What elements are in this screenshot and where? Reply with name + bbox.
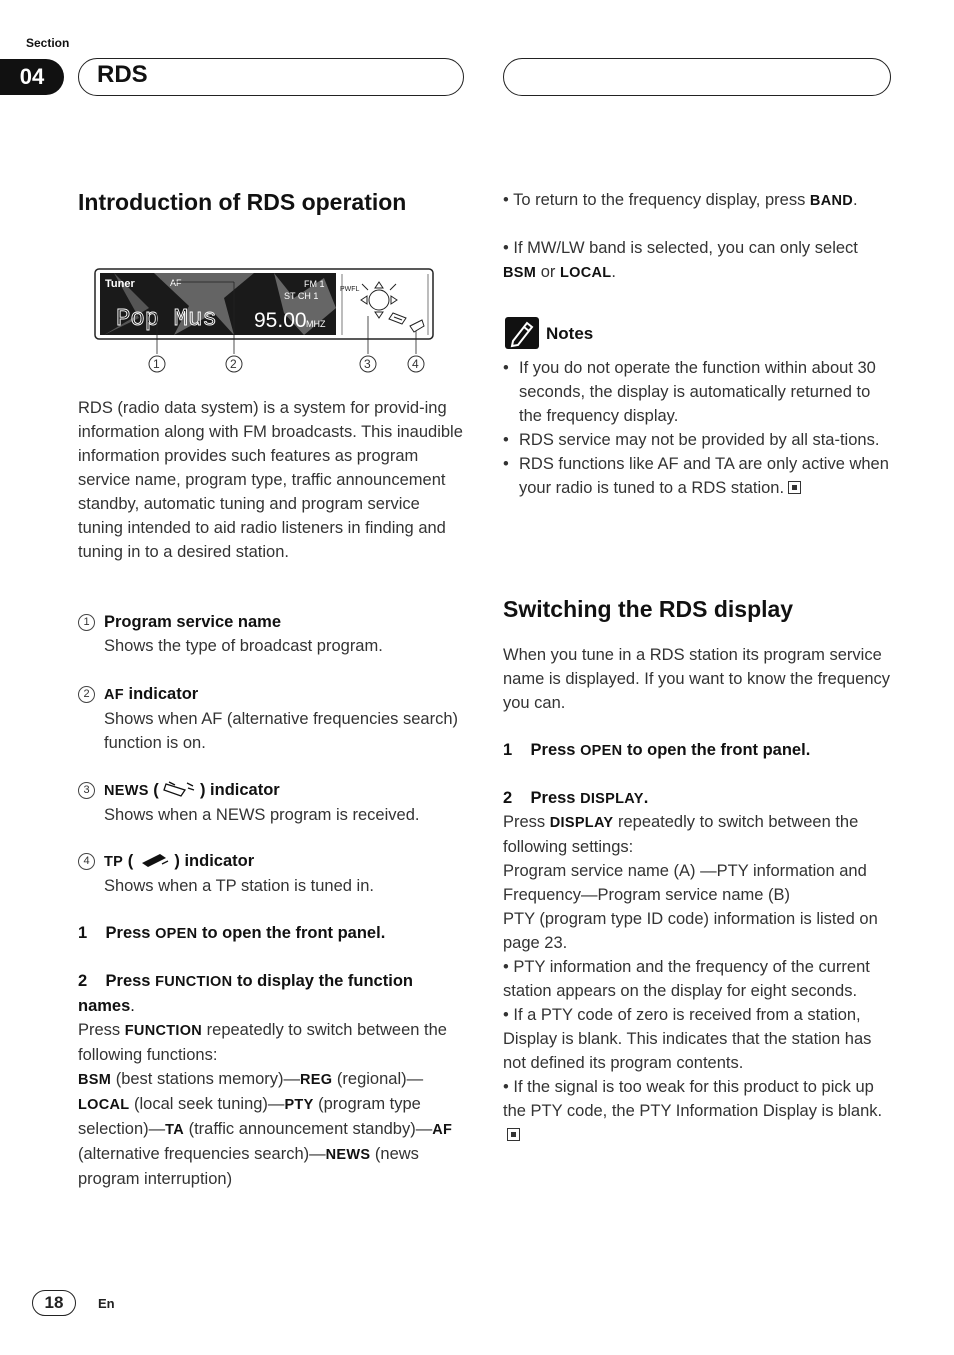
left-step-1 bbox=[78, 921, 464, 946]
code-display: DISPLAY bbox=[549, 815, 614, 831]
item-news-indicator bbox=[78, 778, 464, 827]
step-number: 1 bbox=[503, 741, 513, 759]
display-source-text: Tuner bbox=[105, 278, 135, 290]
news-icon bbox=[163, 780, 195, 798]
note-item: • RDS functions like AF and TA are only active when your radio is tuned to a RDS station. bbox=[503, 455, 889, 497]
notes-list bbox=[503, 356, 893, 500]
body-text: (program type selection)— bbox=[78, 1095, 421, 1138]
step-text: names bbox=[78, 997, 131, 1015]
section-label: Section bbox=[26, 36, 70, 50]
item-number: 3 bbox=[78, 782, 95, 799]
body-text: (alternative frequencies search)— bbox=[78, 1145, 326, 1163]
pty-note-1: • PTY information and the frequency of the current station appears on the display for eight seconds. bbox=[503, 958, 870, 1000]
intro-paragraph: RDS (radio data system) is a system for provid-ing information along with FM broadcasts. This inaudible information provides such features as program service name, program type, traffic announcement standby, automatic tuning and program service tuning intended to aid radio listeners in finding and tuning in to a desired station. bbox=[78, 399, 463, 561]
item-number: 4 bbox=[78, 853, 95, 870]
step-number: 2 bbox=[78, 972, 88, 990]
step-text: to open the front panel. bbox=[197, 924, 386, 942]
callout-1: 1 bbox=[153, 357, 160, 371]
rds-display-illustration bbox=[94, 268, 434, 378]
code-bsm: BSM bbox=[78, 1072, 112, 1088]
end-mark-icon bbox=[507, 1128, 520, 1141]
item-paren-close: ) indicator bbox=[169, 852, 255, 870]
item-heading: indicator bbox=[123, 685, 199, 703]
step-text: . bbox=[130, 997, 135, 1015]
right-step-1 bbox=[503, 738, 891, 763]
page-title: RDS bbox=[97, 61, 148, 88]
step-code: OPEN bbox=[580, 743, 623, 759]
step-text: to open the front panel. bbox=[622, 741, 811, 759]
item-af-indicator bbox=[78, 682, 464, 755]
code-news: NEWS bbox=[325, 1147, 371, 1163]
tp-icon bbox=[138, 851, 170, 869]
callout-3: 3 bbox=[364, 357, 371, 371]
right-bullet-1 bbox=[503, 188, 891, 213]
note-text: RDS service may not be provided by all sta-tions. bbox=[519, 431, 880, 449]
item-code: AF bbox=[104, 687, 124, 703]
intro-heading: Introduction of RDS operation bbox=[78, 189, 407, 215]
item-description: Shows the type of broadcast program. bbox=[104, 637, 383, 655]
note-item: • If you do not operate the function within about 30 seconds, the display is automatically returned to the frequency display. bbox=[503, 359, 876, 425]
step-number: 2 bbox=[503, 789, 513, 807]
pty-note-2: • If a PTY code of zero is received from a station, Display is blank. This indicates that the station has not defined its program contents. bbox=[503, 1006, 872, 1072]
title-box bbox=[78, 58, 464, 96]
callout-2: 2 bbox=[230, 357, 237, 371]
right-step-2 bbox=[503, 786, 891, 811]
display-unit: MHZ bbox=[306, 319, 326, 329]
step-text: Press bbox=[105, 972, 156, 990]
item-description: Shows when a NEWS program is received. bbox=[104, 806, 420, 824]
switching-intro: When you tune in a RDS station its program service name is displayed. If you want to know the frequency you can. bbox=[503, 646, 891, 712]
left-step-2 bbox=[78, 969, 464, 1018]
code-bsm: BSM bbox=[503, 265, 537, 281]
item-description: Shows when a TP station is tuned in. bbox=[104, 877, 374, 895]
pty-reference: PTY (program type ID code) information is listed on page 23. bbox=[503, 910, 878, 952]
section-number: 04 bbox=[0, 59, 64, 95]
notes-label: Notes bbox=[546, 324, 594, 343]
right-bullet-2 bbox=[503, 236, 891, 285]
body-text: repeatedly to switch between the following settings: bbox=[503, 813, 859, 856]
item-code: TP bbox=[104, 854, 124, 870]
body-text: repeatedly to switch between the following functions: bbox=[78, 1021, 447, 1064]
body-text: (best stations memory)— bbox=[111, 1070, 301, 1088]
display-band: FM 1 bbox=[304, 279, 325, 289]
switching-heading: Switching the RDS display bbox=[503, 596, 794, 622]
item-program-service-name bbox=[78, 610, 464, 658]
code-local: LOCAL bbox=[559, 265, 612, 281]
step-text: to display the function bbox=[232, 972, 413, 990]
step-text: . bbox=[643, 789, 649, 807]
step-text: Press bbox=[105, 924, 156, 942]
item-description: Shows when AF (alternative frequencies search) function is on. bbox=[104, 710, 459, 752]
pty-note-3: • If the signal is too weak for this product to pick up the PTY code, the PTY Information Display is blank. bbox=[503, 1078, 883, 1120]
left-step-2-body bbox=[78, 1018, 468, 1191]
code-band: BAND bbox=[809, 193, 854, 209]
display-af-text: AF bbox=[170, 278, 182, 288]
callout-4: 4 bbox=[412, 357, 419, 371]
language-label: En bbox=[98, 1296, 115, 1311]
item-paren-open: ( bbox=[123, 852, 138, 870]
code-ta: TA bbox=[165, 1122, 184, 1138]
body-text: (local seek tuning)— bbox=[129, 1095, 285, 1113]
settings-sequence: Program service name (A) —PTY information and Frequency—Program service name (B) bbox=[503, 862, 867, 904]
body-text: • If MW/LW band is selected, you can only select bbox=[503, 239, 858, 257]
body-text: • To return to the frequency display, press bbox=[503, 191, 810, 209]
code-reg: REG bbox=[300, 1072, 333, 1088]
code-local: LOCAL bbox=[78, 1097, 130, 1113]
note-item: • RDS service may not be provided by all sta-tions. bbox=[503, 431, 880, 449]
body-text: . bbox=[853, 191, 858, 209]
empty-title-box bbox=[503, 58, 891, 96]
body-text: or bbox=[536, 263, 560, 281]
body-text: (regional)— bbox=[332, 1070, 424, 1088]
display-channel: ST CH 1 bbox=[284, 291, 319, 301]
body-text: (traffic announcement standby)— bbox=[183, 1120, 433, 1138]
code-af: AF bbox=[432, 1122, 453, 1138]
body-code: FUNCTION bbox=[124, 1023, 203, 1039]
page-number: 18 bbox=[32, 1290, 76, 1316]
display-frequency: 95.00 bbox=[254, 309, 307, 332]
step-text: Press bbox=[530, 741, 581, 759]
notes-icon bbox=[505, 317, 539, 349]
item-paren-close: ) indicator bbox=[195, 781, 280, 799]
code-pty: PTY bbox=[284, 1097, 314, 1113]
step-code: DISPLAY bbox=[580, 791, 644, 807]
item-code: NEWS bbox=[104, 783, 149, 799]
body-text: Press bbox=[503, 813, 550, 831]
step-number: 1 bbox=[78, 924, 88, 942]
display-pwfl: PWFL bbox=[340, 286, 360, 293]
item-paren-open: ( bbox=[148, 781, 164, 799]
step-code: FUNCTION bbox=[155, 974, 233, 990]
display-svg bbox=[94, 268, 434, 378]
item-heading: Program service name bbox=[104, 613, 282, 631]
body-text: (news program interruption) bbox=[78, 1145, 419, 1188]
step-code: OPEN bbox=[155, 926, 198, 942]
item-tp-indicator bbox=[78, 849, 464, 898]
note-text: RDS functions like AF and TA are only active when your radio is tuned to a RDS station. bbox=[519, 455, 889, 497]
body-text: . bbox=[611, 263, 616, 281]
right-step-2-body bbox=[503, 810, 893, 1147]
note-text: If you do not operate the function within about 30 seconds, the display is automatically returned to the frequency display. bbox=[519, 359, 876, 425]
end-mark-icon bbox=[788, 481, 801, 494]
item-number: 2 bbox=[78, 686, 95, 703]
step-text: Press bbox=[530, 789, 581, 807]
item-number: 1 bbox=[78, 614, 95, 631]
display-ps-name: Pop Mus bbox=[116, 306, 217, 333]
body-text: Press bbox=[78, 1021, 125, 1039]
